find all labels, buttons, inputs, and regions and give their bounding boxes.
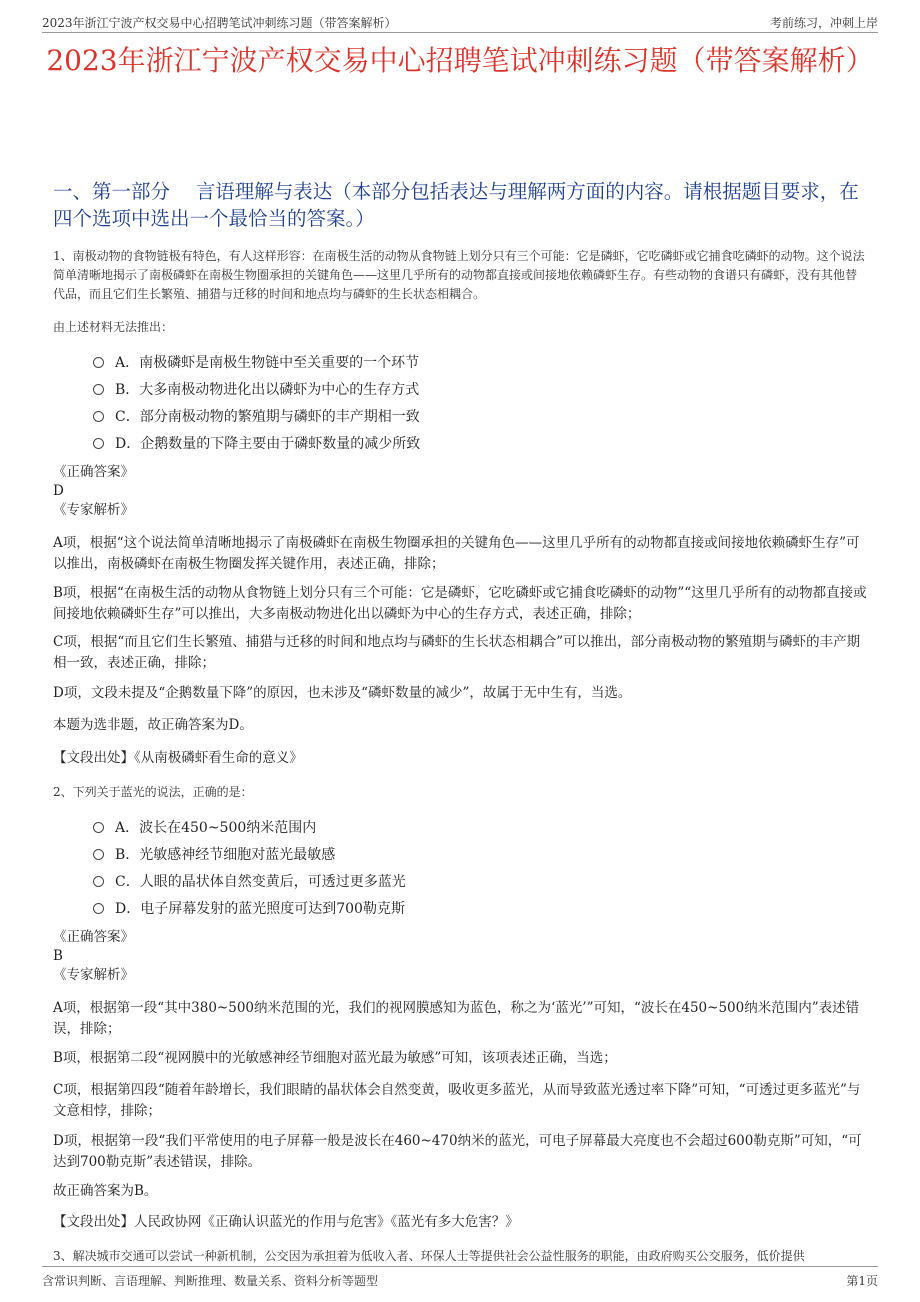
radio-icon[interactable] (93, 849, 104, 860)
q1-source: 【文段出处】《从南极磷虾看生命的意义》 (53, 750, 303, 766)
q2-analysis-b: B项，根据第二段“视网膜中的光敏感神经节细胞对蓝光最为敏感”可知，该项表述正确，当选； (53, 1050, 617, 1066)
q2-option-c-label: C．人眼的晶状体自然变黄后，可透过更多蓝光 (115, 874, 406, 890)
q2-option-b[interactable] (93, 845, 335, 865)
radio-icon[interactable] (93, 357, 104, 368)
q1-option-a[interactable] (93, 353, 419, 373)
q1-analysis-a: A项，根据“这个说法简单清晰地揭示了南极磷虾在南极生物圈承担的关键角色——这里几乎所有的动物都直接或间接地依赖磷虾生存”可以推出，南极磷虾在南极生物圈发挥关键作用，表述正确，排除； (53, 535, 860, 572)
page-footer (42, 1266, 878, 1293)
q1-answer: D (53, 483, 64, 499)
q1-option-b[interactable] (93, 380, 419, 400)
radio-icon[interactable] (93, 822, 104, 833)
q1-option-c[interactable] (93, 407, 420, 427)
section-heading: 一、第一部分 言语理解与表达（本部分包括表达与理解两方面的内容。请根据题目要求，在四个选项中选出一个最恰当的答案。） (53, 180, 859, 230)
q1-analysis-c: C项，根据“而且它们生长繁殖、捕猎与迁移的时间和地点均与磷虾的生长状态相耦合”可以推出，部分南极动物的繁殖期与磷虾的丰产期相一致，表述正确，排除； (53, 634, 861, 671)
q1-analysis-label: 《专家解析》 (53, 502, 134, 518)
q2-source: 【文段出处】人民政协网《正确认识蓝光的作用与危害》《蓝光有多大危害？》 (53, 1214, 519, 1230)
q1-option-c-label: C．部分南极动物的繁殖期与磷虾的丰产期相一致 (115, 409, 420, 425)
radio-icon[interactable] (93, 384, 104, 395)
q2-analysis-c: C项，根据第四段“随着年龄增长，我们眼睛的晶状体会自然变黄，吸收更多蓝光，从而导致蓝光透过率下降”可知，“可透过更多蓝光”与文意相悖，排除； (53, 1082, 861, 1119)
q2-stem: 2、下列关于蓝光的说法，正确的是： (53, 785, 253, 799)
q1-option-b-label: B．大多南极动物进化出以磷虾为中心的生存方式 (115, 382, 420, 398)
q2-option-d[interactable] (93, 899, 405, 919)
q2-option-a-label: A．波长在450~500纳米范围内 (115, 820, 317, 836)
q1-analysis-b: B项，根据“在南极生活的动物从食物链上划分只有三个可能：它是磷虾，它吃磷虾或它捕食吃磷虾的动物”“这里几乎所有的动物都直接或间接地依赖磷虾生存”可以推出，大多南极动物进化出以磷虾为中心的生存方式，表述正确，排除； (53, 585, 867, 622)
page-header (42, 12, 878, 33)
q1-option-a-label: A．南极磷虾是南极生物链中至关重要的一个环节 (115, 355, 420, 371)
q2-answer-label: 《正确答案》 (53, 929, 134, 945)
q2-option-a[interactable] (93, 818, 316, 838)
q1-analysis-d: D项，文段未提及“企鹅数量下降”的原因，也未涉及“磷虾数量的减少”，故属于无中生有，当选。 (53, 685, 632, 701)
radio-icon[interactable] (93, 438, 104, 449)
q2-conclusion: 故正确答案为B。 (53, 1183, 158, 1199)
footer-note: 含常识判断、言语理解、判断推理、数量关系、资料分析等题型 (42, 1274, 379, 1288)
q2-analysis-a: A项，根据第一段“其中380~500纳米范围的光，我们的视网膜感知为蓝色，称之为‘蓝光’”可知，“波长在450~500纳米范围内”表述错误，排除； (53, 1000, 860, 1037)
q1-prompt: 由上述材料无法推出： (53, 320, 174, 334)
q1-conclusion: 本题为选非题，故正确答案为D。 (53, 717, 253, 733)
q2-option-d-label: D．电子屏幕发射的蓝光照度可达到700勒克斯 (115, 901, 405, 917)
q1-stem: 1、南极动物的食物链极有特色，有人这样形容：在南极生活的动物从食物链上划分只有三个可能：它是磷虾，它吃磷虾或它捕食吃磷虾的动物。这个说法简单清晰地揭示了南极磷虾在南极生物圈承担的关键角色——这里几乎所有的动物都直接或间接地依赖磷虾生存。有些动物的食谱只有磷虾，没有其他替代品，而且它们生长繁殖、捕猎与迁移的时间和地点均与磷虾的生长状态相耦合。 (53, 249, 865, 301)
radio-icon[interactable] (93, 903, 104, 914)
q1-option-d[interactable] (93, 434, 420, 454)
q1-answer-label: 《正确答案》 (53, 464, 134, 480)
q3-stem-partial: 3、解决城市交通可以尝试一种新机制，公交因为承担着为低收入者、环保人士等提供社会公益性服务的职能，由政府购买公交服务，低价提供 (53, 1249, 805, 1263)
header-slogan: 考前练习，冲刺上岸 (769, 16, 878, 30)
q1-option-d-label: D．企鹅数量的下降主要由于磷虾数量的减少所致 (115, 436, 421, 452)
q2-option-c[interactable] (93, 872, 406, 892)
page-number: 第1页 (846, 1274, 878, 1288)
q2-option-b-label: B．光敏感神经节细胞对蓝光最敏感 (115, 847, 336, 863)
radio-icon[interactable] (93, 411, 104, 422)
q2-analysis-label: 《专家解析》 (53, 967, 134, 983)
q2-answer: B (53, 948, 63, 964)
radio-icon[interactable] (93, 876, 104, 887)
header-title: 2023年浙江宁波产权交易中心招聘笔试冲刺练习题（带答案解析） (42, 16, 397, 30)
q2-analysis-d: D项，根据第一段“我们平常使用的电子屏幕一般是波长在460~470纳米的蓝光，可电子屏幕最大亮度也不会超过600勒克斯”可知，“可达到700勒克斯”表述错误，排除。 (53, 1133, 862, 1170)
document-title: 2023年浙江宁波产权交易中心招聘笔试冲刺练习题（带答案解析） (46, 44, 874, 77)
